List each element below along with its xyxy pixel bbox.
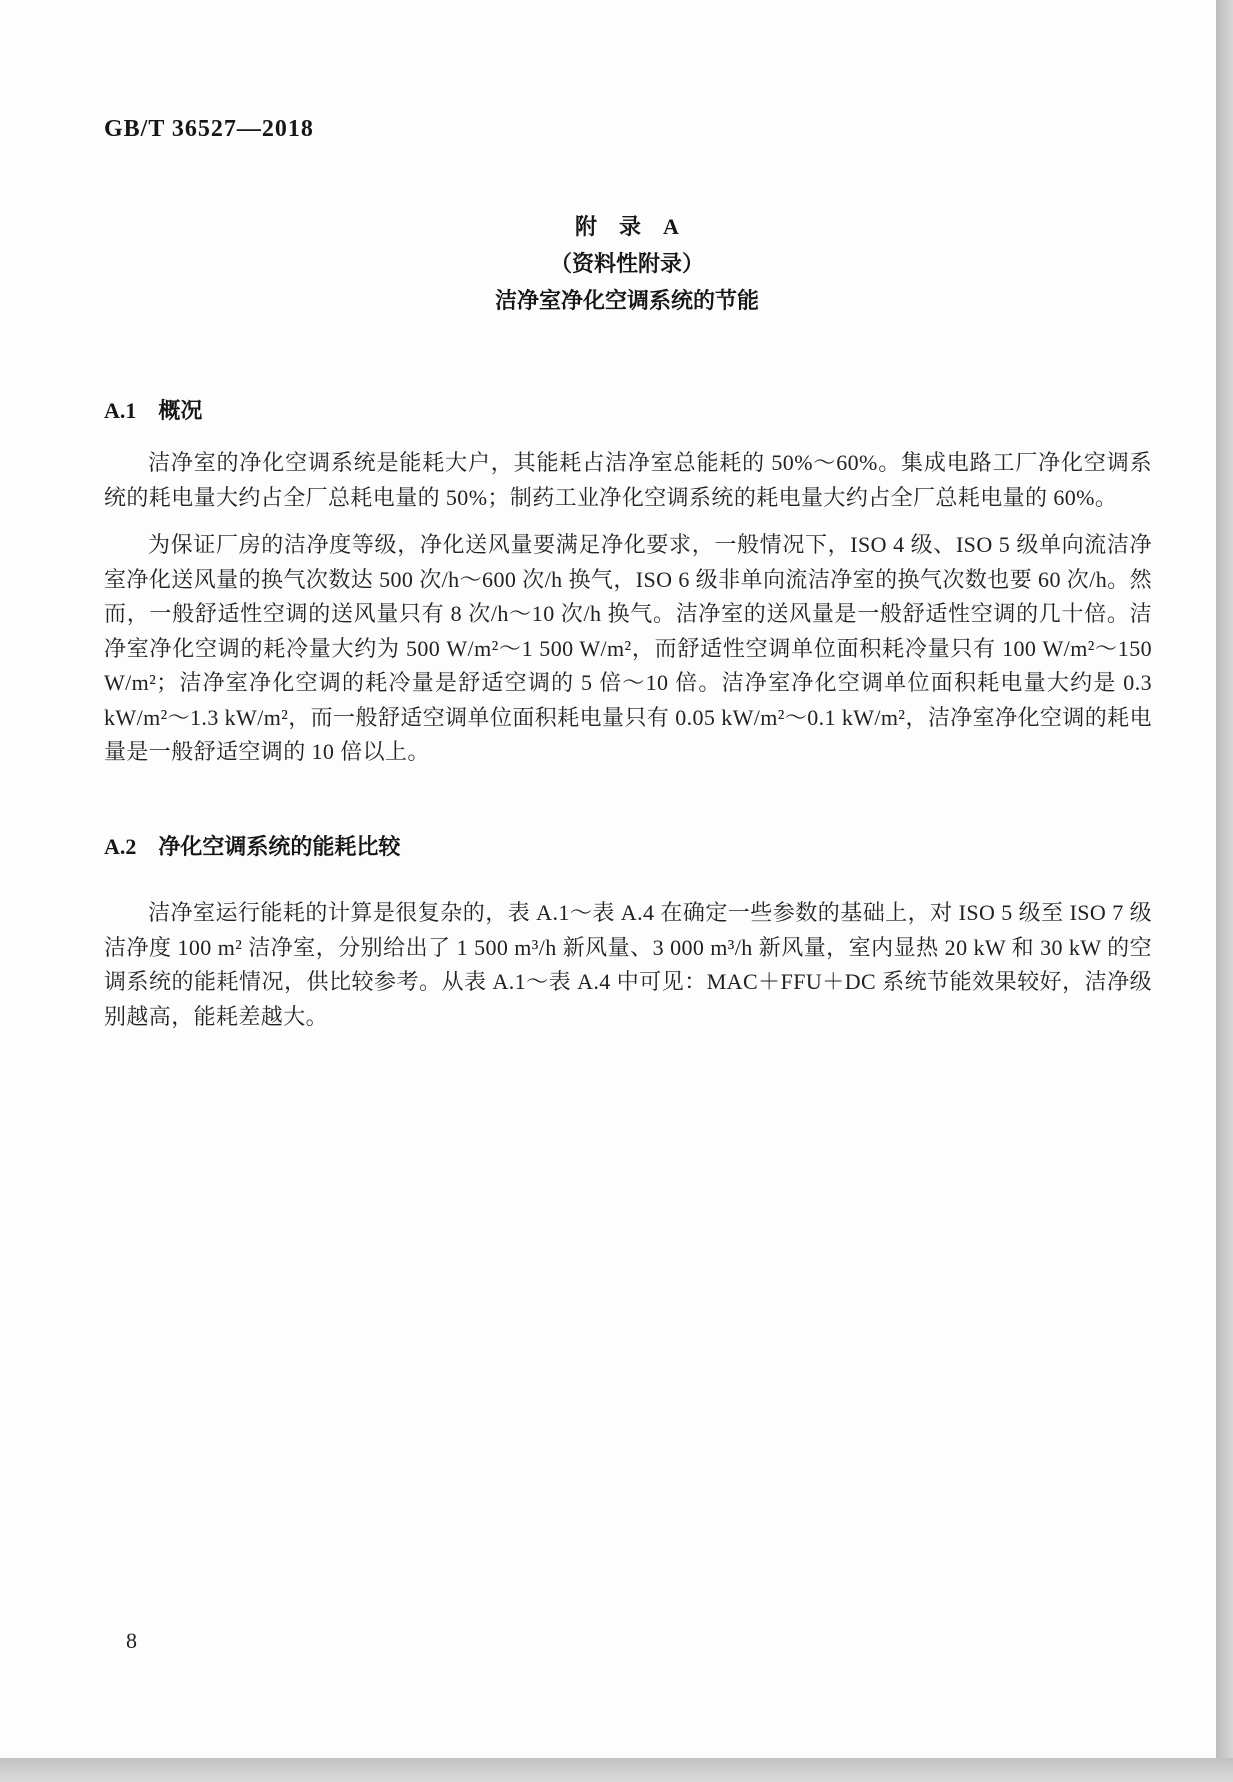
section-a2-body bbox=[104, 896, 1152, 1047]
scan-edge-right bbox=[1216, 0, 1233, 1782]
section-a1-body bbox=[104, 446, 1152, 783]
page-number: 8 bbox=[126, 1628, 137, 1653]
appendix-title-block bbox=[104, 208, 1150, 319]
paragraph: 洁净室运行能耗的计算是很复杂的，表 A.1～表 A.4 在确定一些参数的基础上，对 ISO 5 级至 ISO 7 级洁净度 100 m² 洁净室，分别给出了 1 500 m³/h 新风量、3 000 m³/h 新风量，室内显热 20 kW 和 30 kW 的空调系统的能耗情况，供比较参考。从表 A.1～表 A.4 中可见：MAC＋FFU＋DC 系统节能效果较好，洁净级别越高，能耗差越大。 bbox=[104, 900, 1152, 1029]
paragraph: 洁净室的净化空调系统是能耗大户，其能耗占洁净室总能耗的 50%～60%。集成电路工厂净化空调系统的耗电量大约占全厂总耗电量的 50%；制药工业净化空调系统的耗电量大约占全厂总耗电量的 60%。 bbox=[104, 450, 1152, 510]
section-heading-a2: A.2 净化空调系统的能耗比较 bbox=[104, 834, 401, 859]
scan-edge-bottom bbox=[0, 1758, 1233, 1782]
standard-code: GB/T 36527—2018 bbox=[104, 116, 314, 142]
paragraph: 为保证厂房的洁净度等级，净化送风量要满足净化要求，一般情况下，ISO 4 级、ISO 5 级单向流洁净室净化送风量的换气次数达 500 次/h～600 次/h 换气，ISO 6 级非单向流洁净室的换气次数也要 60 次/h。然而，一般舒适性空调的送风量只有 8 次/h～10 次/h 换气。洁净室的送风量是一般舒适性空调的几十倍。洁净室净化空调的耗冷量大约为 500 W/m²～1 500 W/m²，而舒适性空调单位面积耗冷量只有 100 W/m²～150 W/m²；洁净室净化空调的耗冷量是舒适空调的 5 倍～10 倍。洁净室净化空调单位面积耗电量大约是 0.3 kW/m²～1.3 kW/m²，而一般舒适空调单位面积耗电量只有 0.05 kW/m²～0.1 kW/m²，洁净室净化空调的耗电量是一般舒适空调的 10 倍以上。 bbox=[104, 532, 1152, 764]
appendix-topic: 洁净室净化空调系统的节能 bbox=[494, 288, 759, 313]
appendix-title: 附 录 A bbox=[575, 214, 679, 239]
section-heading-a1: A.1 概况 bbox=[104, 398, 203, 423]
appendix-subtitle: （资料性附录） bbox=[549, 251, 704, 276]
